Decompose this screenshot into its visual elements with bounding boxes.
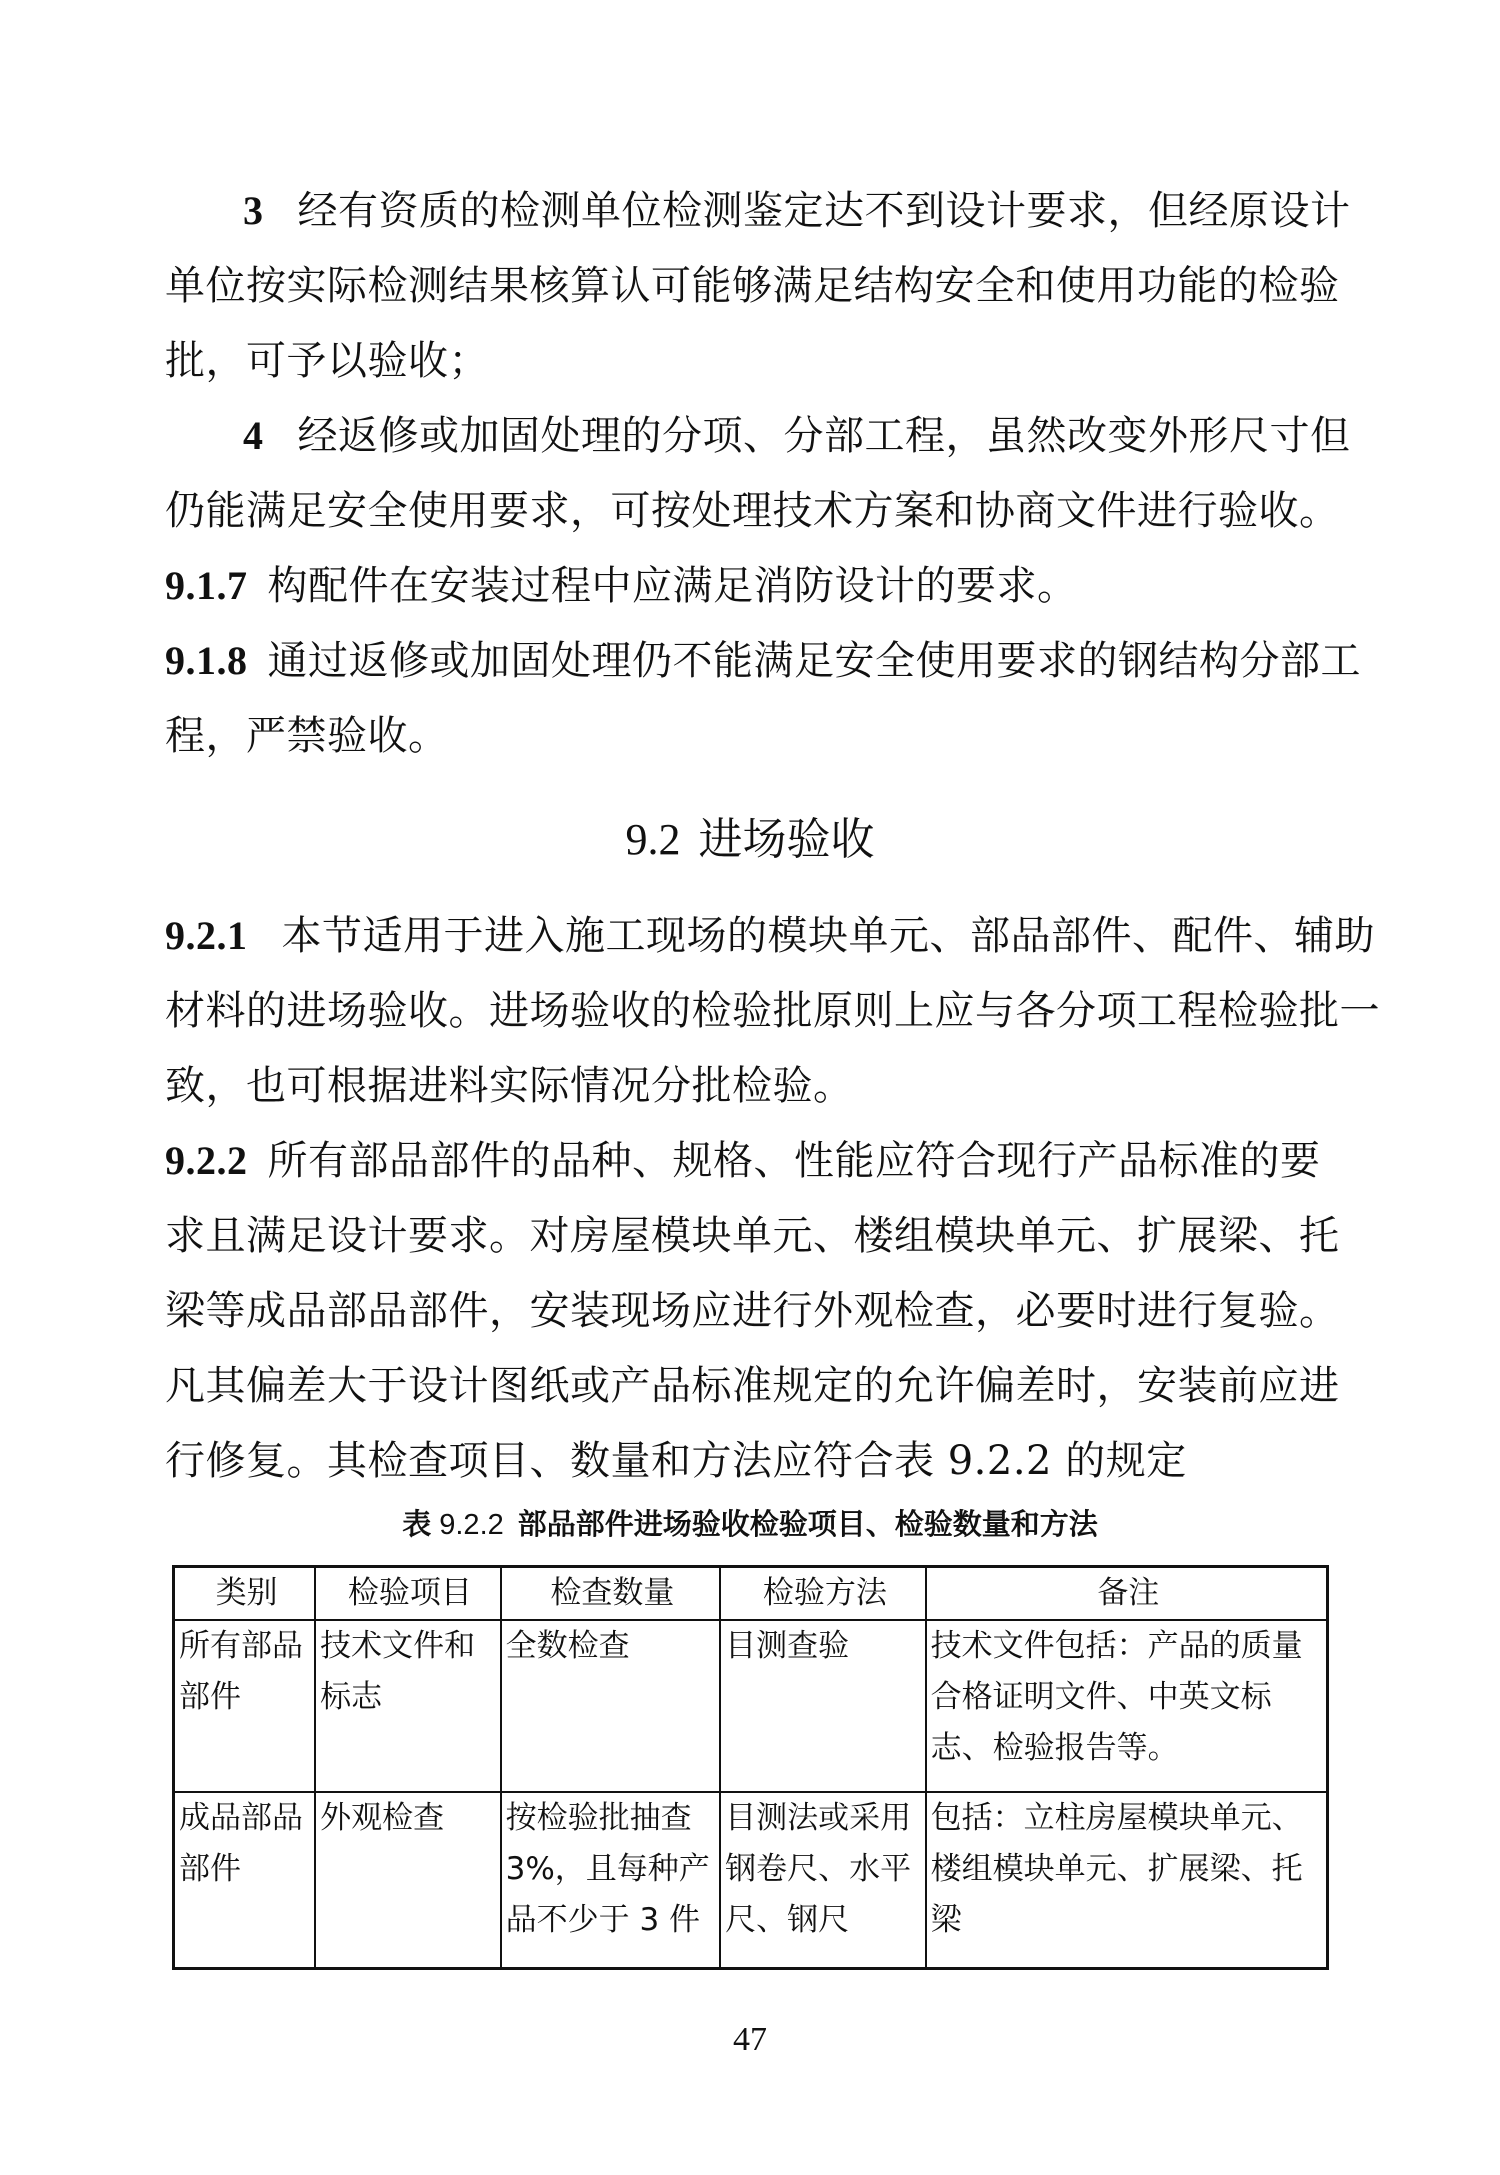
clause-9-1-8-line-1 <box>165 633 1361 689</box>
clause-number: 9.1.7 <box>165 563 248 608</box>
cell-quantity: 按检验批抽查 3%，且每种产 品不少于 3 件 <box>501 1792 721 1969</box>
table-row <box>174 1620 1328 1792</box>
table-row <box>174 1792 1328 1969</box>
page-number: 47 <box>733 2021 767 2058</box>
cell-method: 目测查验 <box>720 1620 926 1792</box>
item-number: 4 <box>243 413 264 458</box>
caption-number: 9.2.2 <box>439 1509 504 1541</box>
clause-number: 9.2.2 <box>165 1138 248 1183</box>
header-item: 检验项目 <box>315 1567 500 1621</box>
section-heading <box>0 810 1500 870</box>
clause-9-2-2-line-4: 凡其偏差大于设计图纸或产品标准规定的允许偏差时，安装前应进 <box>165 1363 1340 1409</box>
cell-remarks: 包括：立柱房屋模块单元、 楼组模块单元、扩展梁、托 梁 <box>926 1792 1328 1969</box>
clause-9-2-2-line-5: 行修复。其检查项目、数量和方法应符合表 9.2.2 的规定 <box>165 1438 1187 1484</box>
header-category: 类别 <box>174 1567 316 1621</box>
table-caption <box>0 1503 1500 1546</box>
item-3-line-1 <box>243 183 1351 239</box>
clause-9-1-8-line-2: 程，严禁验收。 <box>165 713 449 759</box>
paragraph-text: 通过返修或加固处理仍不能满足安全使用要求的钢结构分部工 <box>267 638 1361 684</box>
clause-9-2-2-line-2: 求且满足设计要求。对房屋模块单元、楼组模块单元、扩展梁、托 <box>165 1213 1340 1259</box>
cell-item: 技术文件和 标志 <box>315 1620 500 1792</box>
header-method: 检验方法 <box>720 1567 926 1621</box>
item-4-line-1 <box>243 408 1351 464</box>
inspection-table <box>172 1565 1329 1970</box>
header-quantity: 检查数量 <box>501 1567 721 1621</box>
item-4-line-2: 仍能满足安全使用要求，可按处理技术方案和协商文件进行验收。 <box>165 488 1340 534</box>
cell-remarks: 技术文件包括：产品的质量 合格证明文件、中英文标 志、检验报告等。 <box>926 1620 1328 1792</box>
cell-quantity: 全数检查 <box>501 1620 721 1792</box>
caption-title: 部品部件进场验收检验项目、检验数量和方法 <box>517 1507 1098 1541</box>
clause-9-2-1-line-2: 材料的进场验收。进场验收的检验批原则上应与各分项工程检验批一 <box>165 988 1380 1034</box>
header-remarks: 备注 <box>926 1567 1328 1621</box>
cell-category: 成品部品 部件 <box>174 1792 316 1969</box>
clause-9-1-7 <box>165 558 1078 614</box>
item-3-line-2: 单位按实际检测结果核算认可能够满足结构安全和使用功能的检验 <box>165 263 1340 309</box>
caption-prefix: 表 <box>402 1507 432 1541</box>
paragraph-text: 所有部品部件的品种、规格、性能应符合现行产品标准的要 <box>267 1138 1321 1184</box>
clause-9-2-2-line-3: 梁等成品部品部件，安装现场应进行外观检查，必要时进行复验。 <box>165 1288 1340 1334</box>
clause-number: 9.2.1 <box>165 913 248 958</box>
clause-9-2-1-line-1 <box>165 908 1375 964</box>
clause-9-2-1-line-3: 致，也可根据进料实际情况分批检验。 <box>165 1063 854 1109</box>
paragraph-text: 经返修或加固处理的分项、分部工程，虽然改变外形尺寸但 <box>297 413 1351 459</box>
cell-method: 目测法或采用 钢卷尺、水平 尺、钢尺 <box>720 1792 926 1969</box>
paragraph-text: 经有资质的检测单位检测鉴定达不到设计要求，但经原设计 <box>297 188 1351 234</box>
table-header-row <box>174 1567 1328 1621</box>
cell-category: 所有部品 部件 <box>174 1620 316 1792</box>
paragraph-text: 本节适用于进入施工现场的模块单元、部品部件、配件、辅助 <box>281 913 1375 959</box>
clause-number: 9.1.8 <box>165 638 248 683</box>
item-number: 3 <box>243 188 264 233</box>
section-title: 进场验收 <box>698 814 875 865</box>
paragraph-text: 构配件在安装过程中应满足消防设计的要求。 <box>267 563 1078 609</box>
section-number: 9.2 <box>625 815 681 864</box>
cell-item: 外观检查 <box>315 1792 500 1969</box>
clause-9-2-2-line-1 <box>165 1133 1321 1189</box>
item-3-line-3: 批，可予以验收； <box>165 338 489 384</box>
